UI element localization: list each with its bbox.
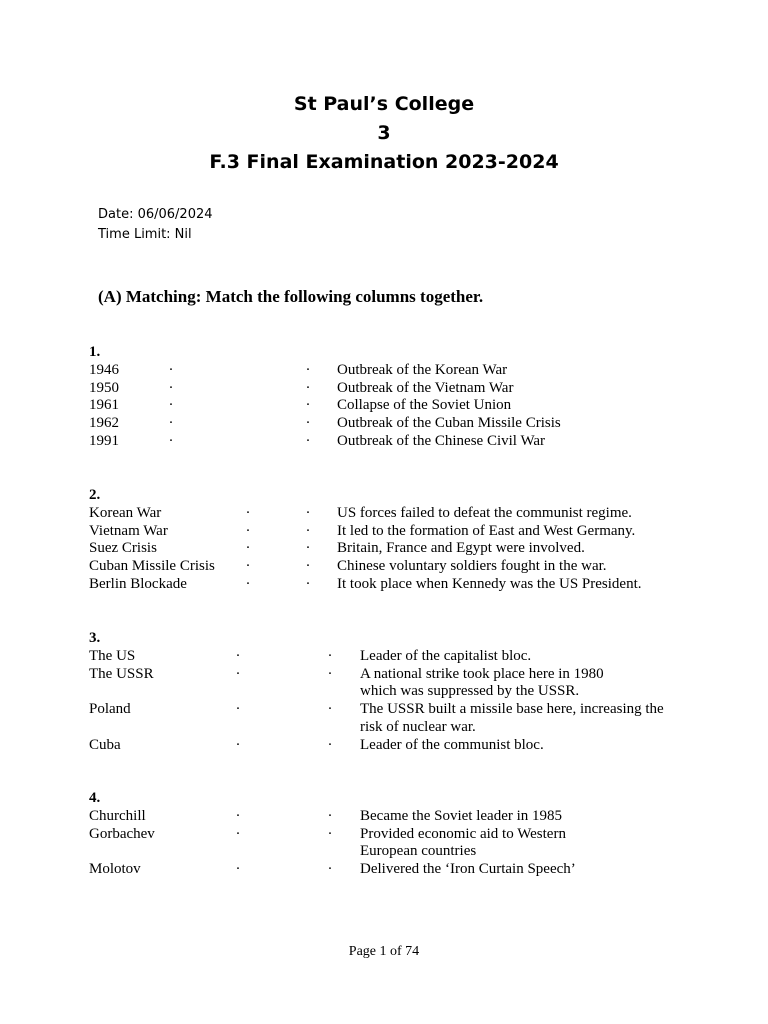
right-item: It took place when Kennedy was the US President. — [337, 575, 642, 592]
match-row — [89, 666, 709, 684]
time-limit: Time Limit: Nil — [98, 227, 192, 242]
left-item: Molotov — [89, 861, 141, 878]
match-row — [89, 505, 709, 523]
match-row — [89, 701, 709, 719]
match-row — [89, 362, 709, 380]
right-item: Outbreak of the Cuban Missile Crisis — [337, 415, 561, 432]
left-item: Churchill — [89, 807, 146, 824]
left-item: 1962 — [89, 415, 119, 432]
left-dot: · — [235, 701, 241, 718]
match-row — [89, 397, 709, 415]
left-dot: · — [245, 558, 251, 575]
left-dot: · — [168, 415, 174, 432]
section-a-heading: (A) Matching: Match the following columns together. — [98, 287, 484, 306]
left-item: The USSR — [89, 665, 154, 682]
left-item: 1991 — [89, 432, 119, 449]
right-item: US forces failed to defeat the communist regime. — [337, 504, 632, 521]
match-row — [89, 380, 709, 398]
right-item: Leader of the communist bloc. — [360, 736, 544, 753]
exam-header — [0, 90, 768, 177]
match-row — [89, 433, 709, 451]
match-row — [89, 523, 709, 541]
question-number: 3. — [89, 630, 101, 646]
question-1 — [89, 344, 709, 451]
right-item: Provided economic aid to Western — [360, 825, 566, 842]
left-item: Korean War — [89, 504, 162, 521]
right-item: Collapse of the Soviet Union — [337, 397, 512, 414]
left-dot: · — [245, 575, 251, 592]
left-dot: · — [168, 361, 174, 378]
right-dot: · — [305, 415, 311, 432]
right-dot: · — [327, 825, 333, 842]
right-item: Outbreak of the Chinese Civil War — [337, 432, 546, 449]
right-dot: · — [305, 575, 311, 592]
left-dot: · — [245, 522, 251, 539]
left-dot: · — [245, 504, 251, 521]
left-item: Suez Crisis — [89, 540, 157, 557]
left-dot: · — [235, 665, 241, 682]
right-item-continued: risk of nuclear war. — [360, 718, 476, 735]
match-row — [89, 576, 709, 594]
left-dot: · — [168, 397, 174, 414]
paper-number: 3 — [377, 122, 391, 144]
right-dot: · — [305, 558, 311, 575]
left-item: Vietnam War — [89, 522, 168, 539]
right-item: Outbreak of the Vietnam War — [337, 379, 514, 396]
right-dot: · — [305, 540, 311, 557]
right-item: Britain, France and Egypt were involved. — [337, 540, 585, 557]
question-number: 4. — [89, 790, 101, 806]
right-item: Became the Soviet leader in 1985 — [360, 807, 563, 824]
left-dot: · — [235, 736, 241, 753]
match-row — [89, 558, 709, 576]
right-item: It led to the formation of East and West Germany. — [337, 522, 636, 539]
right-item: Leader of the capitalist bloc. — [360, 647, 532, 664]
right-item-continued: which was suppressed by the USSR. — [360, 683, 580, 700]
left-item: 1946 — [89, 361, 119, 378]
match-row — [89, 540, 709, 558]
right-item: Delivered the ‘Iron Curtain Speech’ — [360, 861, 576, 878]
match-row — [89, 826, 709, 844]
right-dot: · — [327, 736, 333, 753]
left-item: The US — [89, 647, 136, 664]
left-item: Poland — [89, 701, 131, 718]
right-dot: · — [327, 807, 333, 824]
left-dot: · — [235, 647, 241, 664]
right-dot: · — [327, 861, 333, 878]
left-dot: · — [168, 379, 174, 396]
question-2 — [89, 487, 709, 594]
question-number: 1. — [89, 344, 101, 360]
right-dot: · — [305, 361, 311, 378]
right-dot: · — [327, 701, 333, 718]
right-dot: · — [327, 647, 333, 664]
match-row — [89, 648, 709, 666]
page-number: Page 1 of 74 — [348, 944, 420, 959]
school-name: St Paul’s College — [293, 93, 475, 115]
left-dot: · — [235, 861, 241, 878]
right-dot: · — [327, 665, 333, 682]
right-dot: · — [305, 397, 311, 414]
question-number: 2. — [89, 487, 101, 503]
left-item: Gorbachev — [89, 825, 155, 842]
left-dot: · — [245, 540, 251, 557]
right-dot: · — [305, 522, 311, 539]
left-dot: · — [235, 825, 241, 842]
match-row-continued — [89, 683, 709, 701]
left-dot: · — [235, 807, 241, 824]
left-item: 1950 — [89, 379, 119, 396]
match-row-continued — [89, 843, 709, 861]
left-item: Cuba — [89, 736, 121, 753]
right-dot: · — [305, 432, 311, 449]
right-item-continued: European countries — [360, 843, 477, 860]
right-dot: · — [305, 379, 311, 396]
right-item: A national strike took place here in 1980 — [360, 665, 604, 682]
right-item: Chinese voluntary soldiers fought in the war. — [337, 558, 607, 575]
exam-title: F.3 Final Examination 2023-2024 — [209, 151, 559, 173]
exam-meta — [98, 205, 213, 245]
match-row — [89, 737, 709, 755]
left-item: Berlin Blockade — [89, 575, 187, 592]
left-item: 1961 — [89, 397, 119, 414]
question-3 — [89, 630, 709, 755]
match-row — [89, 808, 709, 826]
question-4 — [89, 790, 709, 879]
right-item: Outbreak of the Korean War — [337, 361, 508, 378]
right-dot: · — [305, 504, 311, 521]
exam-date: Date: 06/06/2024 — [98, 207, 213, 222]
match-row — [89, 415, 709, 433]
right-item: The USSR built a missile base here, increasing the — [360, 701, 664, 718]
match-row — [89, 861, 709, 879]
left-dot: · — [168, 432, 174, 449]
left-item: Cuban Missile Crisis — [89, 558, 215, 575]
match-row-continued — [89, 719, 709, 737]
